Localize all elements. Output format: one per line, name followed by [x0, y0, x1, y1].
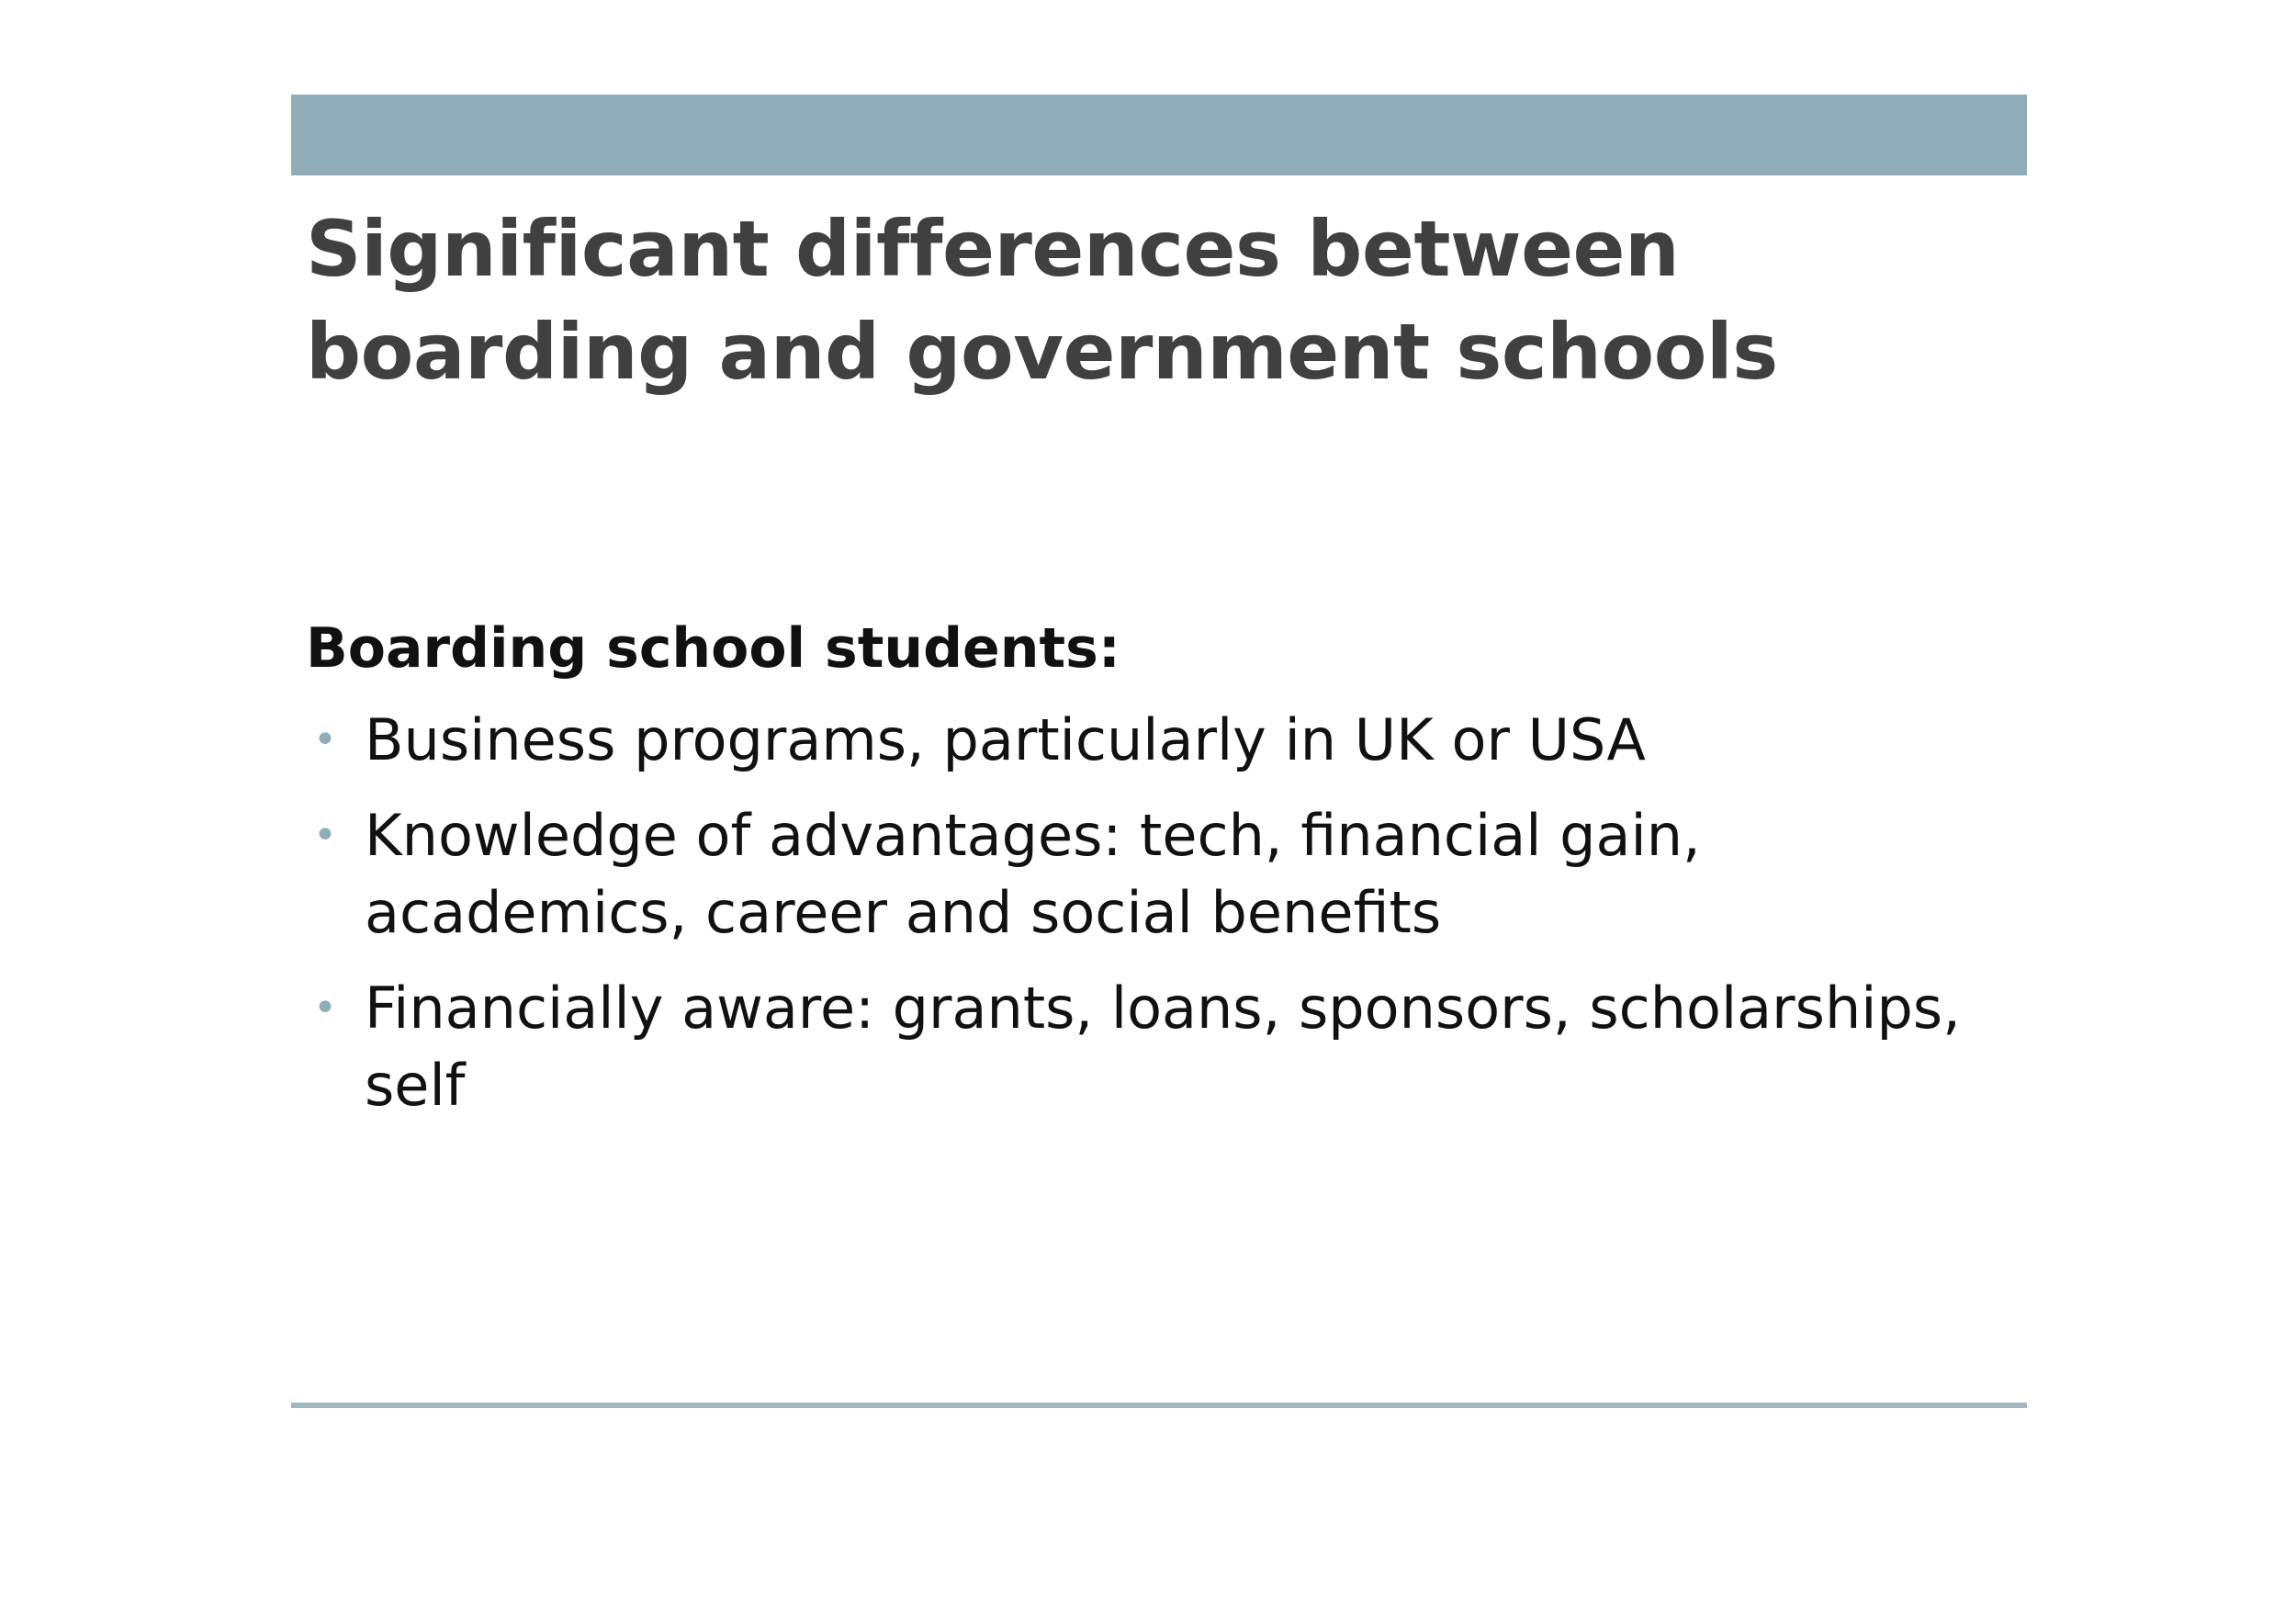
bullet-dot-icon: • [313, 812, 337, 859]
bullet-item [306, 970, 2005, 1124]
subheading: Boarding school students: [306, 616, 1120, 681]
slide-body [306, 606, 2005, 1143]
bullet-text: Business programs, particularly in UK or USA [365, 706, 1646, 773]
slide-title [306, 197, 2005, 403]
bullet-dot-icon: • [313, 985, 337, 1031]
bullet-item [306, 797, 2005, 952]
top-accent-band [291, 95, 2027, 175]
bullet-text: Financially aware: grants, loans, sponsors, scholarships, self [365, 975, 1961, 1119]
title-line-1: Significant differences between [306, 204, 1680, 294]
bullet-text: Knowledge of advantages: tech, financial gain, academics, career and social benefits [365, 802, 1701, 946]
bullet-item [306, 702, 2005, 779]
title-line-2: boarding and government schools [306, 307, 1778, 397]
bottom-divider [291, 1403, 2027, 1408]
bullet-dot-icon: • [313, 716, 337, 763]
bullet-list [306, 702, 2005, 1124]
